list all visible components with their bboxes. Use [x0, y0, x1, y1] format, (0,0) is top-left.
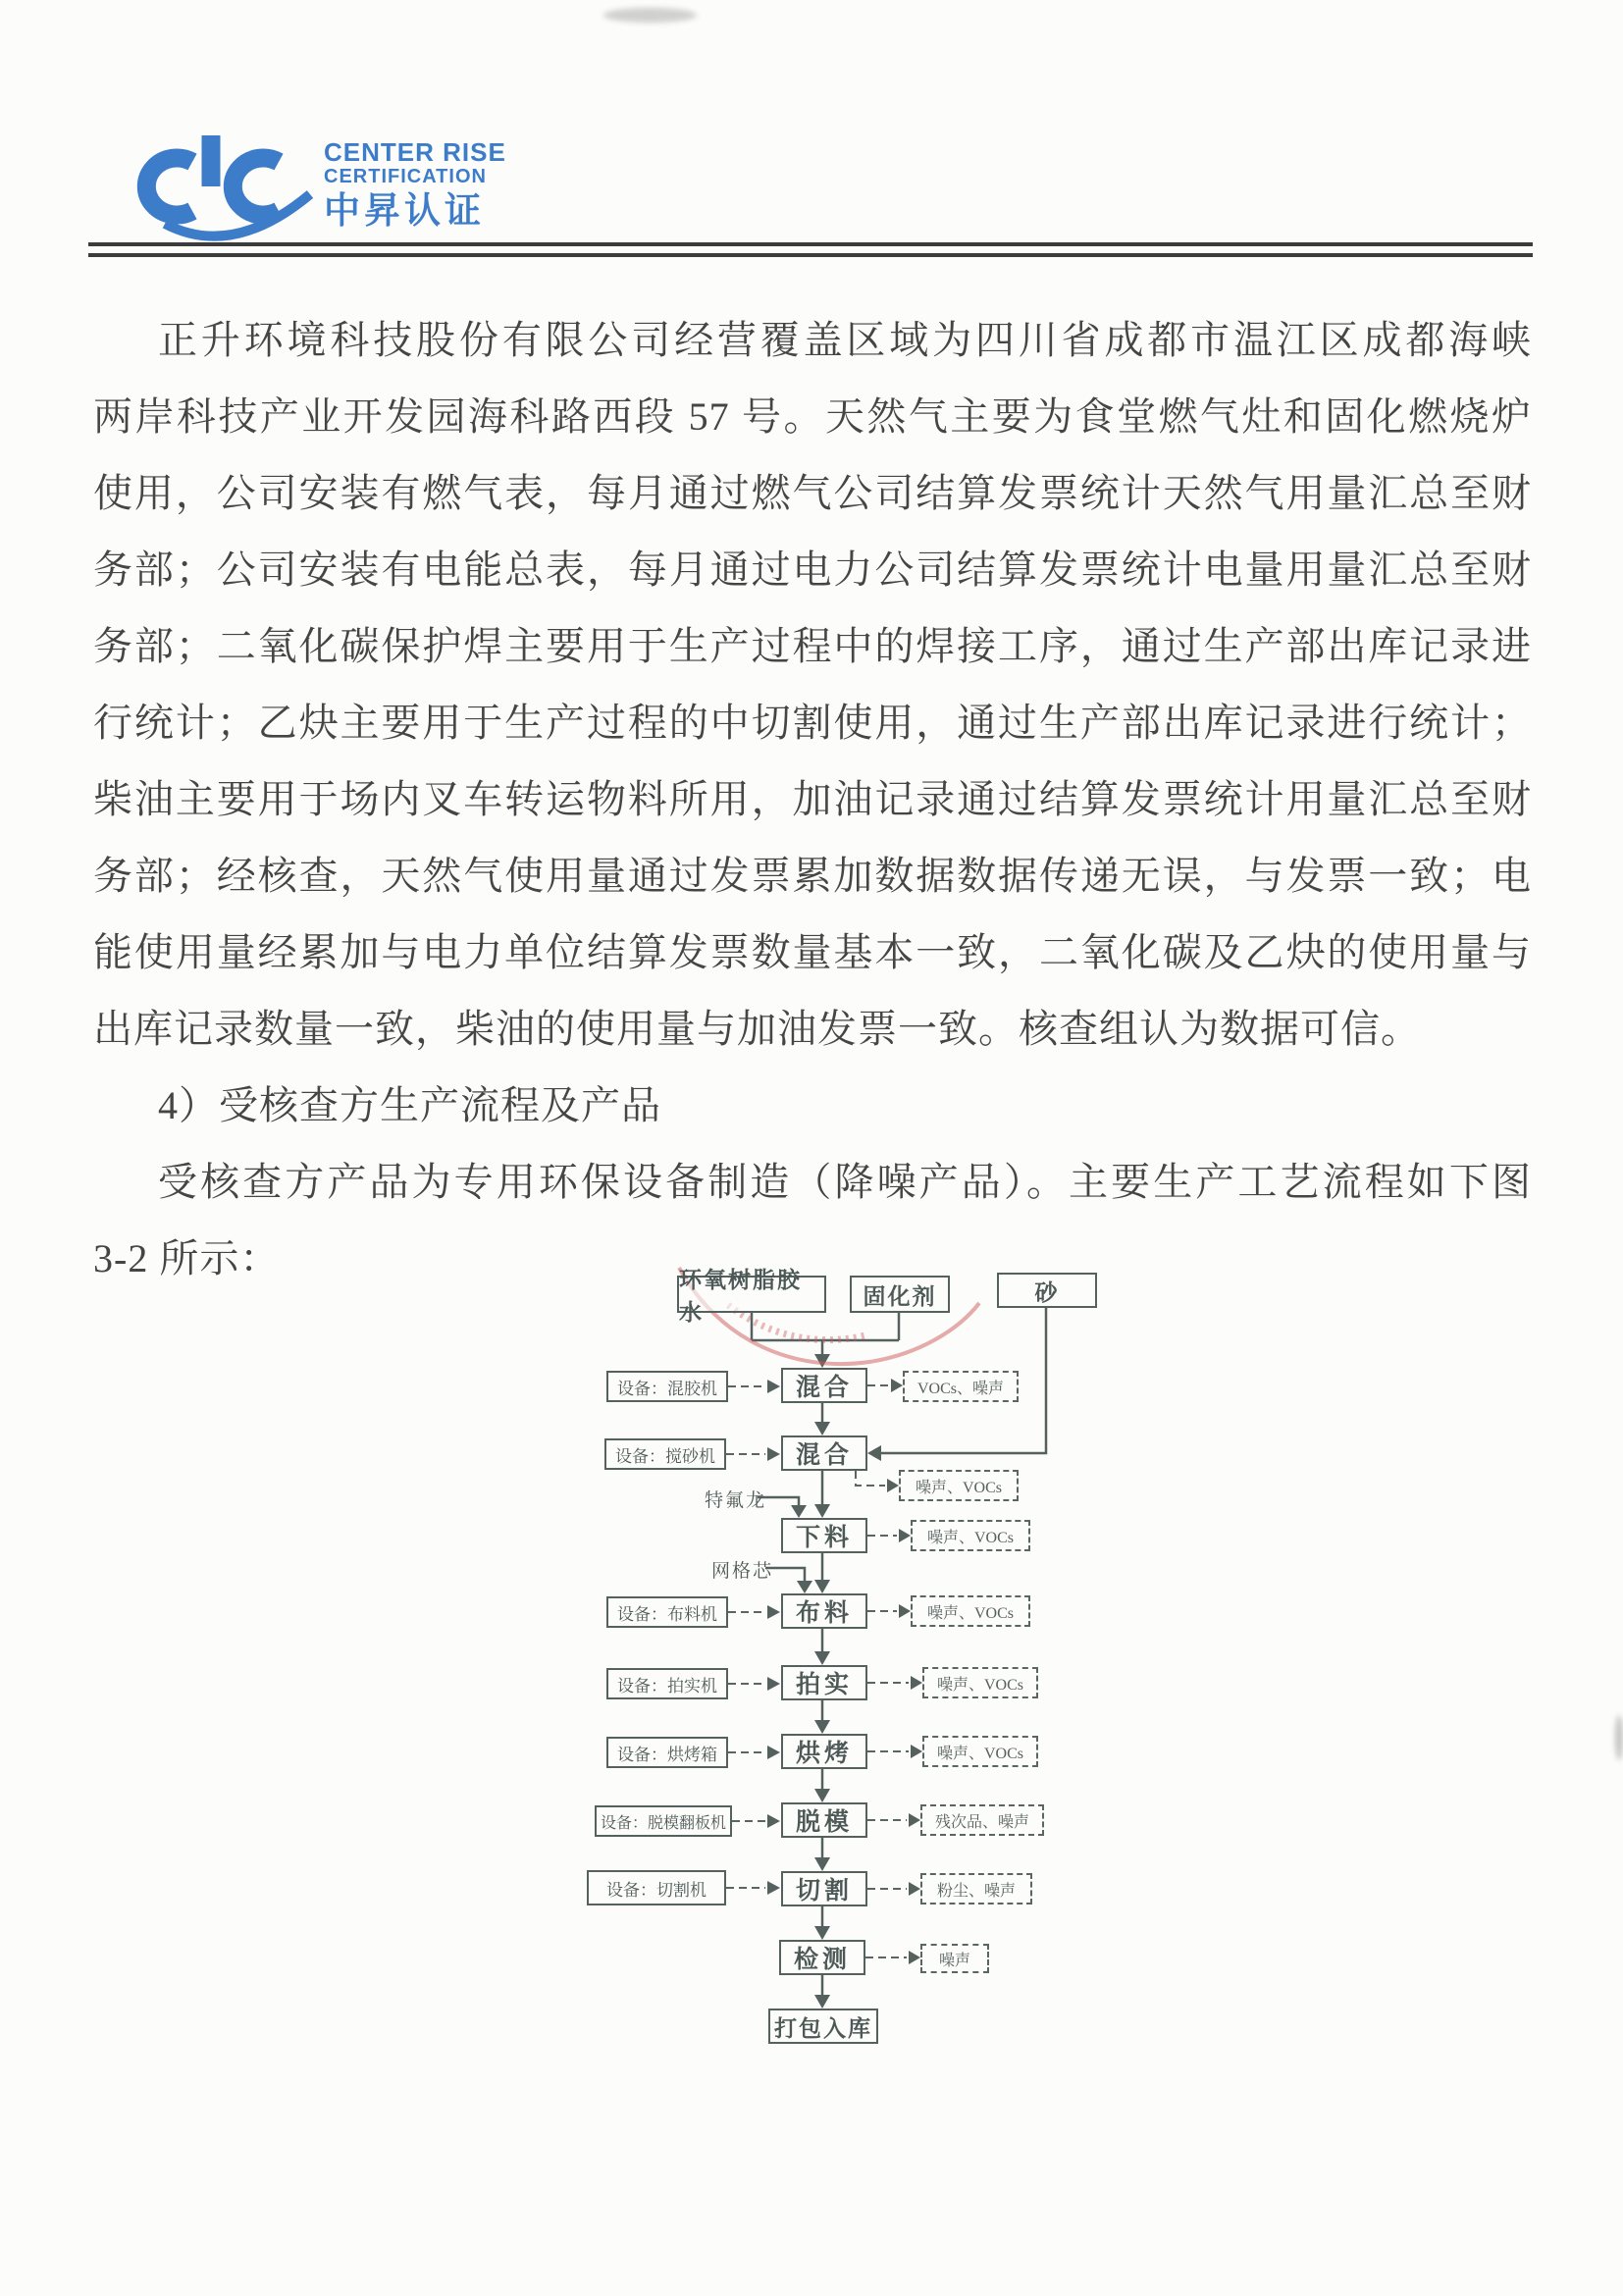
scan-artifact: [603, 8, 697, 23]
logo-name-en-2: CERTIFICATION: [324, 166, 487, 187]
flow-aux-input-mesh-core: 网格芯: [711, 1561, 774, 1582]
header-rule-bottom: [88, 253, 1533, 257]
flow-equipment-cutter: 设备：切割机: [587, 1870, 726, 1905]
flow-equipment-compactor: 设备：拍实机: [606, 1668, 728, 1699]
paragraph-line: 两岸科技产业开发园海科路西段 57 号。天然气主要为食堂燃气灶和固化燃烧炉: [93, 394, 1532, 439]
paragraph-line: 受核查方产品为专用环保设备制造（降噪产品）。主要生产工艺流程如下图: [158, 1160, 1532, 1204]
paragraph-line: 使用，公司安装有燃气表，每月通过燃气公司结算发票统计天然气用量汇总至财: [93, 471, 1532, 515]
flow-equipment-glue-mixer: 设备：混胶机: [606, 1371, 728, 1402]
figure-reference: 3-2 所示：: [93, 1236, 281, 1280]
logo-name-en-1: CENTER RISE: [324, 137, 506, 167]
flow-stage-baking: 烘烤: [781, 1734, 867, 1769]
flow-emission-noise-vocs: 噪声、VOCs: [922, 1667, 1038, 1698]
flow-emission-noise-vocs: 噪声、VOCs: [922, 1736, 1038, 1767]
logo-text: [324, 139, 506, 229]
flow-stage-mixing-1: 混合: [781, 1368, 867, 1403]
flow-equipment-baking-oven: 设备：烘烤箱: [606, 1737, 728, 1768]
flow-stage-mixing-2: 混合: [781, 1435, 867, 1471]
crc-logo-icon: [110, 130, 316, 245]
flow-stage-spreading: 布料: [781, 1593, 867, 1629]
flow-emission-noise-vocs: 噪声、VOCs: [899, 1470, 1019, 1501]
flow-input-sand: 砂: [997, 1273, 1097, 1308]
flow-stage-feeding: 下料: [781, 1518, 867, 1553]
flow-stage-inspection: 检测: [779, 1940, 865, 1975]
paragraph-line: 出库记录数量一致，柴油的使用量与加油发票一致。核查组认为数据可信。: [93, 1007, 1421, 1051]
paragraph-line: 务部；二氧化碳保护焊主要用于生产过程中的焊接工序，通过生产部出库记录进: [93, 624, 1532, 668]
header-rule-top: [88, 242, 1533, 246]
flow-equipment-demolding-flipper: 设备：脱模翻板机: [595, 1805, 732, 1837]
logo-name-cn: 中昇认证: [324, 190, 485, 231]
paragraph-line: 柴油主要用于场内叉车转运物料所用，加油记录通过结算发票统计用量汇总至财: [93, 777, 1532, 821]
scan-artifact: [1615, 1715, 1623, 1760]
paragraph-line: 务部；公司安装有电能总表，每月通过电力公司结算发票统计电量用量汇总至财: [93, 548, 1532, 592]
flow-emission-rejects-noise: 残次品、噪声: [920, 1804, 1044, 1836]
flow-emission-noise-vocs: 噪声、VOCs: [911, 1595, 1030, 1627]
flow-input-curing-agent: 固化剂: [850, 1276, 950, 1313]
flow-stage-cutting: 切割: [781, 1871, 867, 1906]
flow-equipment-sand-mixer: 设备：搅砂机: [604, 1438, 726, 1470]
flow-emission-dust-noise: 粉尘、噪声: [920, 1873, 1032, 1905]
paragraph-line: 正升环境科技股份有限公司经营覆盖区域为四川省成都市温江区成都海峡: [158, 318, 1532, 362]
paragraph-line: 务部；经核查，天然气使用量通过发票累加数据数据传递无误，与发票一致；电: [93, 854, 1532, 898]
paragraph-line: 能使用量经累加与电力单位结算发票数量基本一致，二氧化碳及乙炔的使用量与: [93, 930, 1532, 974]
flow-stage-packing-warehousing: 打包入库: [768, 2009, 878, 2044]
flow-equipment-spreader: 设备：布料机: [606, 1596, 728, 1628]
flow-stage-compacting: 拍实: [781, 1665, 867, 1700]
flow-aux-input-teflon: 特氟龙: [705, 1490, 767, 1511]
flow-emission-noise-vocs: 噪声、VOCs: [911, 1520, 1030, 1551]
flow-stage-demolding: 脱模: [781, 1802, 867, 1838]
certification-logo: [110, 130, 506, 245]
flow-emission-vocs-noise: VOCs、噪声: [903, 1371, 1019, 1402]
body-paragraph: [93, 302, 1532, 1297]
paragraph-line: 行统计；乙炔主要用于生产过程的中切割使用，通过生产部出库记录进行统计；: [93, 701, 1532, 745]
section-heading: 4）受核查方生产流程及产品: [158, 1083, 661, 1127]
flow-emission-noise: 噪声: [920, 1944, 989, 1973]
flow-input-epoxy-resin-glue: 环氧树脂胶水: [677, 1276, 826, 1313]
